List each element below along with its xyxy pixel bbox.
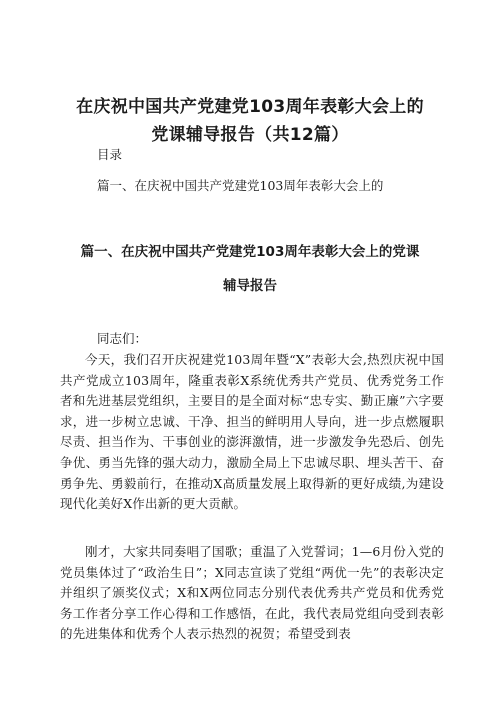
document-title-line1: 在庆祝中国共产党建党103周年表彰大会上的 (76, 97, 424, 117)
toc-heading: 目录 (97, 147, 123, 162)
section-title-line1: 篇一、在庆祝中国共产党建党103周年表彰大会上的党课 (80, 244, 420, 260)
body-paragraph: 刚才，大家共同奏唱了国歌；重温了入党誓词；1—6月份入党的党员集体过了“政治生日”；X同志宣读了党组“两优一先”的表彰决定并组织了颁奖仪式；X和X两位同志分别代表优秀共产党员和优秀党务工作者分享工作心得和工作感悟，在此，我代表局党组向受到表彰的先进集体和优秀个人表示热烈的祝贺；希望受到表 (60, 544, 444, 642)
section-title-line2: 辅导报告 (223, 278, 277, 294)
toc-item[interactable]: 篇一、在庆祝中国共产党建党103周年表彰大会上的 (97, 178, 384, 193)
document-title-line2: 党课辅导报告（共12篇） (151, 125, 349, 145)
body-paragraph: 今天，我们召开庆祝建党103周年暨“X”表彰大会,热烈庆祝中国共产党成立103周年，隆重表彰X系统优秀共产党员、优秀党务工作者和先进基层党组织，主要目的是全面对标“忠专实、勤正廉”六字要求，进一步树立忠诚、干净、担当的鲜明用人导向，进一步点燃履职尽责、担当作为、干事创业的澎湃激情，进一步激发争先恐后、创先争优、勇当先锋的强大动力，激励全局上下忠诚尽职、埋头苦干、奋勇争先、勇毅前行，在推动X高质量发展上取得新的更好成绩,为建设现代化美好X作出新的更大贡献。 (60, 352, 444, 512)
greeting: 同志们： (97, 331, 148, 346)
